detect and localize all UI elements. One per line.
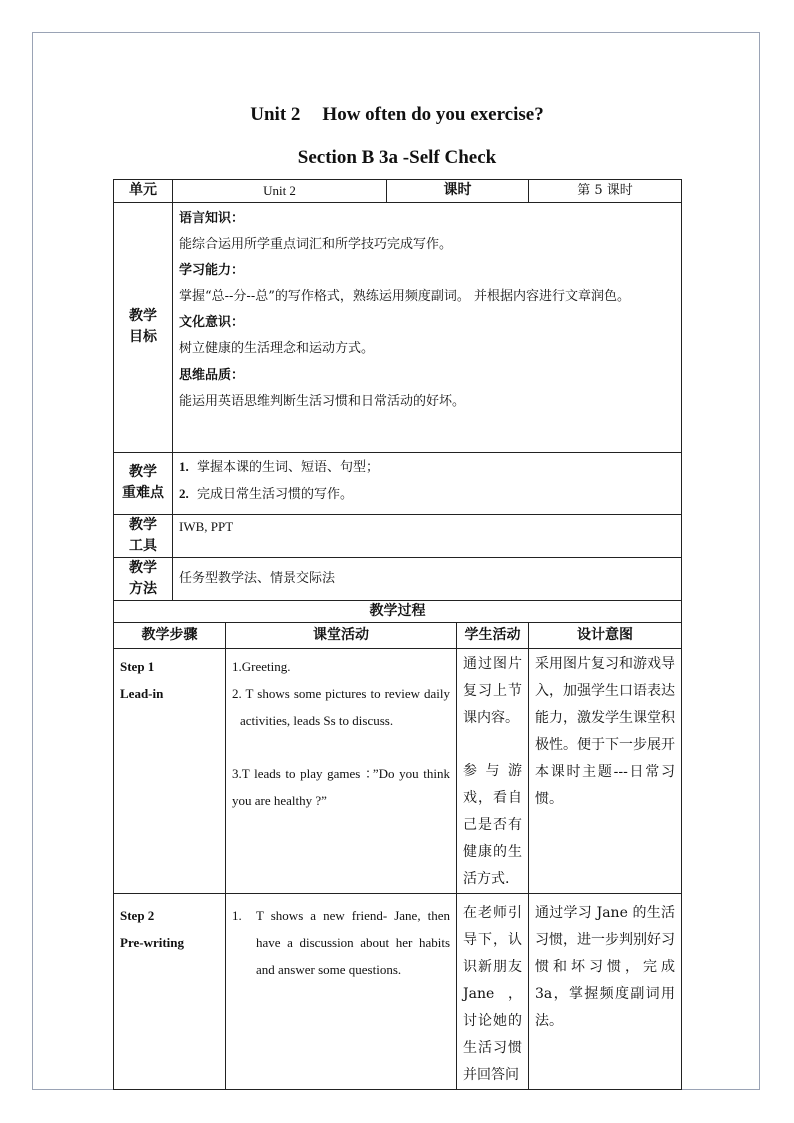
student-activity-cell — [457, 894, 529, 1090]
objective-heading: 思维品质： — [179, 367, 245, 383]
objective-heading: 学习能力： — [179, 262, 245, 278]
tools-row — [114, 514, 682, 557]
objectives-content — [173, 202, 682, 452]
step-number: Step 1 — [120, 659, 155, 675]
column-header: 课堂活动 — [226, 623, 457, 649]
objectives-label: 教学 目标 — [114, 202, 173, 452]
activity-item: 3.T leads to play games ：”Do you think you are healthy ?” — [232, 766, 450, 809]
student-activity-cell — [457, 649, 529, 894]
step-name: Pre-writing — [120, 935, 185, 951]
column-header: 教学步骤 — [114, 623, 226, 649]
objective-text: 能综合运用所学重点词汇和所学技巧完成写作。 — [179, 236, 453, 252]
info-row — [114, 180, 682, 203]
activity-item: T shows a new friend- Jane, then have a discussion about her habits and answer some questions. — [256, 908, 450, 978]
key-points-row — [114, 452, 682, 514]
objective-heading: 语言知识： — [179, 210, 245, 226]
step-number: Step 2 — [120, 908, 155, 924]
key-point-item: 1. 掌握本课的生词、短语、句型； — [179, 458, 380, 475]
purpose-cell — [529, 649, 682, 894]
step-row — [114, 649, 682, 894]
period-label: 课时 — [387, 180, 529, 203]
tools-value: IWB, PPT — [173, 514, 682, 557]
objective-text: 掌握“总--分--总”的写作格式，熟练运用频度副词。 并根据内容进行文章润色。 — [179, 289, 630, 305]
activity-item: 2. T shows some pictures to review daily activities, leads Ss to discuss. — [232, 686, 450, 729]
lesson-subtitle: Section B 3a -Self Check — [297, 147, 497, 168]
unit-value: Unit 2 — [173, 180, 387, 203]
lesson-plan-table — [113, 179, 682, 1090]
objective-heading: 文化意识： — [179, 315, 245, 331]
step-cell — [114, 649, 226, 894]
activity-item: 1.Greeting. — [232, 659, 291, 675]
student-activity-item: 参与游戏，看自己是否有健康的生活方式. — [463, 763, 522, 888]
methods-row — [114, 557, 682, 600]
key-points-content — [173, 452, 682, 514]
objectives-row — [114, 202, 682, 452]
step-cell — [114, 894, 226, 1090]
activity-number: 1. — [232, 908, 242, 924]
unit-label: 单元 — [114, 180, 173, 203]
column-header: 设计意图 — [529, 623, 682, 649]
objective-text: 能运用英语思维判断生活习惯和日常活动的好坏。 — [179, 393, 466, 409]
methods-value: 任务型教学法、情景交际法 — [173, 557, 682, 600]
key-point-item: 2. 完成日常生活习惯的写作。 — [179, 485, 354, 502]
step-name: Lead-in — [120, 686, 164, 702]
purpose-text: 采用图片复习和游戏导入，加强学生口语表达能力，激发学生课堂积极性。便于下一步展开本课时主题---日常习惯。 — [535, 656, 676, 808]
process-columns-row — [114, 623, 682, 649]
student-activity-item: 在老师引导下，认识新朋友 Jane，讨论她的生活习惯并回答问 — [463, 905, 522, 1084]
methods-label: 教学 方法 — [114, 557, 173, 600]
process-heading-row — [114, 600, 682, 623]
tools-label: 教学 工具 — [114, 514, 173, 557]
lesson-title: Unit 2 How often do you exercise? — [250, 104, 544, 125]
step-row — [114, 894, 682, 1090]
purpose-cell — [529, 894, 682, 1090]
key-points-label: 教学 重难点 — [114, 452, 173, 514]
purpose-text: 通过学习 Jane 的生活习惯，进一步判别好习惯和坏习惯，完成 3a，掌握频度副词用法。 — [535, 905, 676, 1030]
period-value: 第 5 课时 — [529, 180, 682, 203]
student-activity-item: 通过图片复习上节课内容。 — [463, 656, 522, 727]
column-header: 学生活动 — [457, 623, 529, 649]
activity-cell — [226, 649, 457, 894]
objective-text: 树立健康的生活理念和运动方式。 — [179, 341, 375, 357]
activity-cell — [226, 894, 457, 1090]
process-heading: 教学过程 — [114, 600, 682, 623]
